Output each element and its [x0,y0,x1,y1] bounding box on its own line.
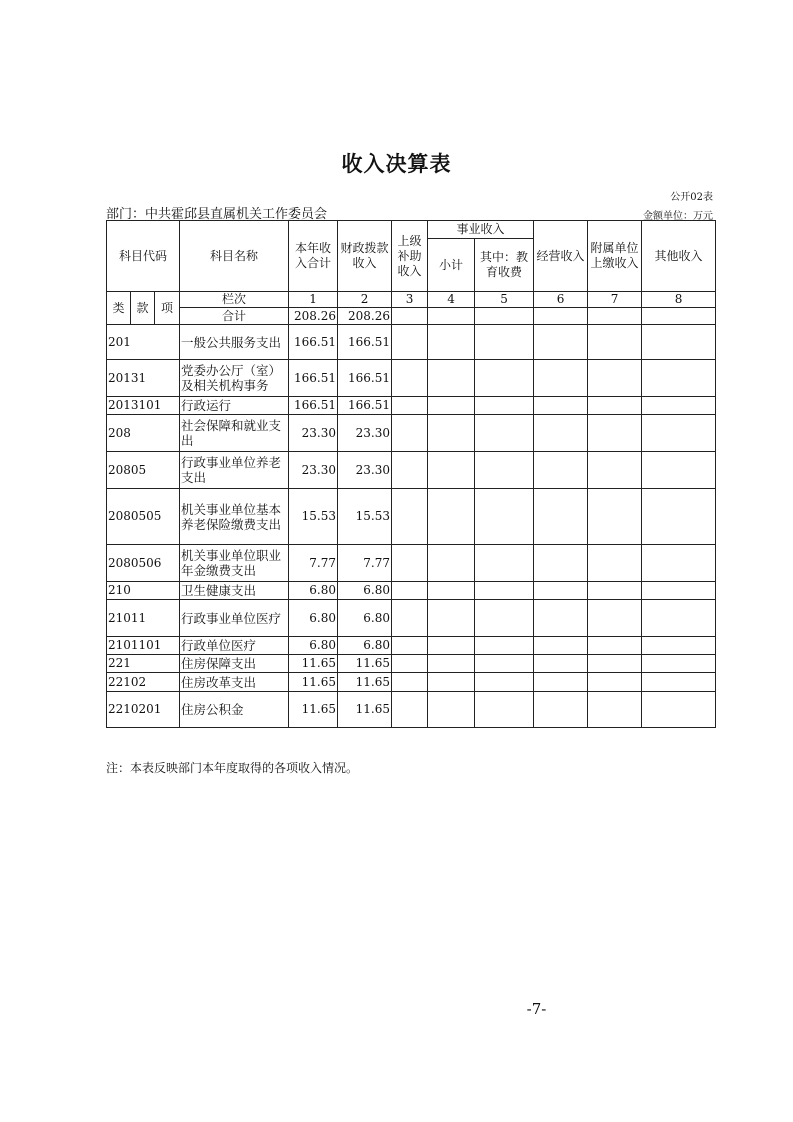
header-total: 本年收入合计 [289,221,338,292]
row-empty [428,692,475,728]
row-fiscal: 23.30 [338,415,392,452]
header-affiliated: 附属单位上缴收入 [588,221,642,292]
table-row [107,325,716,360]
row-empty [475,673,534,692]
row-empty [534,692,588,728]
row-empty [588,452,642,489]
header-kuan: 款 [131,292,155,325]
row-empty [392,325,428,360]
header-superior: 上级补助收入 [392,221,428,292]
row-empty [392,582,428,600]
header-code: 科目代码 [107,221,180,292]
row-name: 住房保障支出 [180,655,289,673]
row-fiscal: 11.65 [338,673,392,692]
row-fiscal: 7.77 [338,545,392,582]
row-empty [428,582,475,600]
row-fiscal: 6.80 [338,600,392,637]
income-table [106,220,716,728]
row-empty [392,673,428,692]
row-name: 住房改革支出 [180,673,289,692]
row-empty [534,325,588,360]
row-code: 20805 [107,452,180,489]
row-empty [534,637,588,655]
row-empty [588,415,642,452]
row-code: 2080505 [107,489,180,545]
row-code: 221 [107,655,180,673]
row-name: 机关事业单位职业年金缴费支出 [180,545,289,582]
form-number: 公开02表 [670,192,713,203]
row-empty [534,397,588,415]
row-empty [588,325,642,360]
row-empty [534,600,588,637]
table-row [107,637,716,655]
row-empty [642,545,716,582]
header-education: 其中：教育收费 [475,239,534,292]
row-empty [588,692,642,728]
row-empty [475,582,534,600]
row-name: 一般公共服务支出 [180,325,289,360]
row-total: 166.51 [289,325,338,360]
row-empty [392,655,428,673]
row-name: 行政事业单位医疗 [180,600,289,637]
row-empty [428,600,475,637]
row-empty [428,325,475,360]
row-empty [588,673,642,692]
header-heji: 合计 [180,308,289,325]
row-fiscal: 23.30 [338,452,392,489]
row-empty [428,452,475,489]
total-total: 208.26 [289,308,338,325]
row-empty [642,415,716,452]
col-number: 1 [289,292,338,308]
col-number: 3 [392,292,428,308]
row-empty [534,655,588,673]
row-total: 7.77 [289,545,338,582]
header-subtotal: 小计 [428,239,475,292]
row-code: 2210201 [107,692,180,728]
row-empty [428,655,475,673]
row-empty [392,415,428,452]
row-empty [642,600,716,637]
table-row [107,582,716,600]
row-total: 23.30 [289,415,338,452]
row-total: 166.51 [289,397,338,415]
row-total: 6.80 [289,582,338,600]
row-empty [475,545,534,582]
row-code: 201 [107,325,180,360]
row-name: 卫生健康支出 [180,582,289,600]
table-row [107,600,716,637]
row-empty [392,397,428,415]
row-empty [534,360,588,397]
row-empty [475,692,534,728]
col-number: 4 [428,292,475,308]
row-name: 社会保障和就业支出 [180,415,289,452]
row-code: 2013101 [107,397,180,415]
row-empty [642,489,716,545]
row-empty [642,637,716,655]
row-empty [428,489,475,545]
total-fiscal: 208.26 [338,308,392,325]
row-total: 11.65 [289,692,338,728]
row-empty [392,692,428,728]
row-empty [642,397,716,415]
table-row [107,673,716,692]
table-row [107,415,716,452]
row-fiscal: 6.80 [338,637,392,655]
col-number: 2 [338,292,392,308]
row-empty [475,637,534,655]
row-total: 11.65 [289,655,338,673]
row-total: 11.65 [289,673,338,692]
col-number: 6 [534,292,588,308]
row-code: 2080506 [107,545,180,582]
row-empty [475,600,534,637]
row-empty [534,415,588,452]
row-fiscal: 166.51 [338,325,392,360]
row-empty [642,325,716,360]
row-total: 6.80 [289,600,338,637]
row-empty [534,673,588,692]
row-code: 20131 [107,360,180,397]
amount-unit: 金额单位：万元 [643,211,713,222]
row-name: 机关事业单位基本养老保险缴费支出 [180,489,289,545]
row-empty [588,637,642,655]
row-empty [642,673,716,692]
row-fiscal: 6.80 [338,582,392,600]
row-empty [428,545,475,582]
row-empty [428,360,475,397]
header-operating: 经营收入 [534,221,588,292]
row-empty [534,545,588,582]
row-empty [428,673,475,692]
header-xiang: 项 [155,292,180,325]
row-fiscal: 15.53 [338,489,392,545]
row-empty [534,582,588,600]
row-empty [475,415,534,452]
table-row [107,360,716,397]
row-empty [392,637,428,655]
row-empty [475,452,534,489]
row-empty [534,452,588,489]
page-number: -7- [526,1000,547,1018]
page-title: 收入决算表 [341,152,452,176]
row-empty [642,360,716,397]
row-empty [392,452,428,489]
row-empty [392,545,428,582]
footnote: 注：本表反映部门本年度取得的各项收入情况。 [106,761,359,775]
row-empty [392,360,428,397]
row-code: 22102 [107,673,180,692]
header-business: 事业收入 [428,221,534,239]
row-empty [392,489,428,545]
row-fiscal: 166.51 [338,397,392,415]
col-number: 8 [642,292,716,308]
table-row [107,545,716,582]
row-name: 党委办公厅（室）及相关机构事务 [180,360,289,397]
row-empty [428,637,475,655]
row-empty [475,397,534,415]
row-name: 住房公积金 [180,692,289,728]
row-total: 23.30 [289,452,338,489]
table-row [107,489,716,545]
row-total: 166.51 [289,360,338,397]
row-empty [588,360,642,397]
row-empty [475,489,534,545]
row-code: 21011 [107,600,180,637]
row-total: 6.80 [289,637,338,655]
row-empty [588,600,642,637]
row-empty [428,415,475,452]
row-empty [588,582,642,600]
table-row [107,397,716,415]
table-row [107,692,716,728]
table-row [107,452,716,489]
col-number: 5 [475,292,534,308]
col-number: 7 [588,292,642,308]
row-code: 210 [107,582,180,600]
row-fiscal: 11.65 [338,655,392,673]
row-fiscal: 11.65 [338,692,392,728]
row-empty [428,397,475,415]
department-label: 部门：中共霍邱县直属机关工作委员会 [106,207,328,222]
row-empty [534,489,588,545]
table-row [107,655,716,673]
header-fiscal: 财政拨款收入 [338,221,392,292]
row-empty [588,397,642,415]
row-empty [642,452,716,489]
row-empty [475,655,534,673]
row-fiscal: 166.51 [338,360,392,397]
row-empty [642,692,716,728]
row-empty [588,655,642,673]
row-total: 15.53 [289,489,338,545]
row-empty [475,360,534,397]
row-empty [475,325,534,360]
row-empty [642,655,716,673]
row-name: 行政运行 [180,397,289,415]
row-empty [642,582,716,600]
row-empty [588,489,642,545]
row-name: 行政单位医疗 [180,637,289,655]
row-code: 2101101 [107,637,180,655]
row-name: 行政事业单位养老支出 [180,452,289,489]
header-lanci: 栏次 [180,292,289,308]
row-code: 208 [107,415,180,452]
header-name: 科目名称 [180,221,289,292]
header-lei: 类 [107,292,131,325]
header-other: 其他收入 [642,221,716,292]
row-empty [588,545,642,582]
row-empty [392,600,428,637]
